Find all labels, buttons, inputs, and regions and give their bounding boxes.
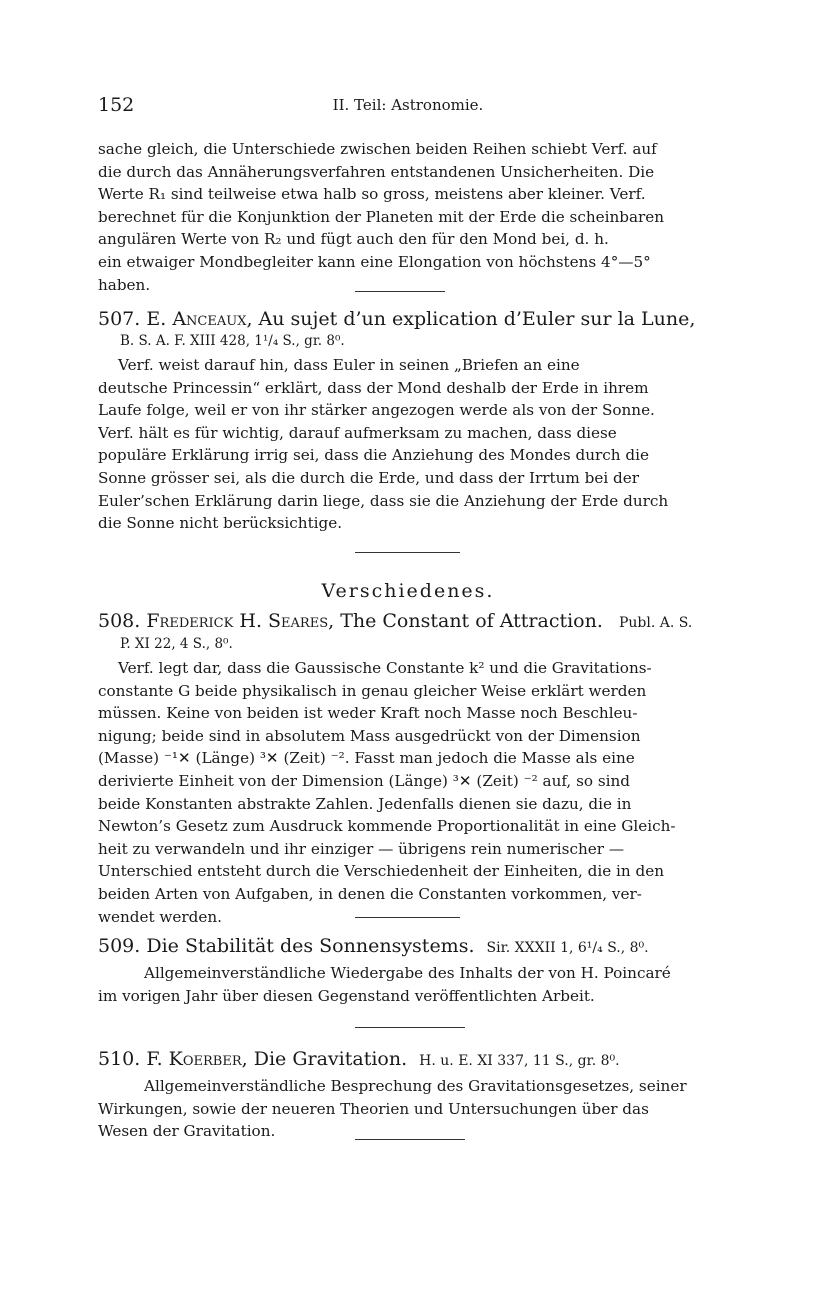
entry-510-abstract	[98, 1075, 718, 1143]
entry-title: Au sujet d’un explication d’Euler sur la Lune,	[258, 308, 696, 330]
entry-author: Koerber,	[168, 1048, 248, 1070]
separator-rule	[355, 1139, 465, 1140]
entry-author: Frederick	[146, 610, 234, 632]
text-line: Euler’schen Erklärung darin liege, dass sie die Anziehung der Erde durch	[98, 491, 669, 510]
text-line: die durch das Annäherungsverfahren entstandenen Unsicherheiten. Die	[98, 162, 655, 181]
text-line: Unterschied entsteht durch die Verschiedenheit der Einheiten, die in den	[98, 862, 664, 881]
separator-rule	[355, 291, 445, 292]
text-line: die Sonne nicht berücksichtige.	[98, 514, 343, 533]
text-line: wendet werden.	[98, 907, 222, 926]
running-head: II. Teil: Astronomie.	[332, 96, 484, 114]
entry-author-initial: E.	[146, 308, 167, 330]
entry-509-abstract	[98, 962, 718, 1007]
entry-author-initial: F.	[146, 1048, 163, 1070]
text-line: constante G beide physikalisch in genau gleicher Weise erklärt werden	[98, 681, 647, 700]
text-line: deutsche Princessin“ erklärt, dass der Mond deshalb der Erde in ihrem	[98, 378, 649, 397]
entry-509-heading	[98, 935, 718, 957]
separator-rule	[355, 552, 460, 553]
page-header	[98, 94, 718, 118]
text-line: heit zu verwandeln und ihr einziger — übrigens rein numerischer —	[98, 839, 625, 858]
text-line: müssen. Keine von beiden ist weder Kraft noch Masse noch Beschleu-	[98, 704, 638, 723]
entry-510-heading	[98, 1048, 718, 1070]
text-line: Verf. weist darauf hin, dass Euler in seinen „Briefen an eine	[118, 356, 580, 374]
text-line: nigung; beide sind in absolutem Mass ausgedrückt von der Dimension	[98, 726, 641, 745]
intro-paragraph	[98, 138, 718, 296]
entry-508-reference: P. XI 22, 4 S., 8⁰.	[120, 636, 233, 652]
entry-reference: H. u. E. XI 337, 11 S., gr. 8⁰.	[419, 1053, 620, 1069]
text-line: Werte R₁ sind teilweise etwa halb so gross, meistens aber kleiner. Verf.	[98, 185, 646, 204]
text-line: Verf. legt dar, dass die Gaussische Constante k² und die Gravitations-	[118, 659, 652, 677]
entry-title: Die Gravitation.	[253, 1048, 408, 1070]
entry-number: 510.	[98, 1048, 141, 1070]
text-line: haben.	[98, 275, 151, 294]
text-line: Allgemeinverständliche Besprechung des Gravitationsgesetzes, seiner	[144, 1077, 687, 1095]
entry-507-abstract	[98, 354, 718, 535]
text-line: Laufe folge, weil er von ihr stärker angezogen werde als von der Sonne.	[98, 401, 655, 420]
entry-507-heading	[98, 308, 718, 330]
entry-author-initial: H.	[239, 610, 262, 632]
page-number: 152	[98, 94, 135, 116]
entry-reference: Publ. A. S.	[618, 615, 693, 631]
entry-number: 507.	[98, 308, 141, 330]
entry-title: Die Stabilität des Sonnensystems.	[146, 935, 475, 957]
entry-reference: Sir. XXXII 1, 6¹/₄ S., 8⁰.	[486, 940, 649, 956]
text-line: sache gleich, die Unterschiede zwischen beiden Reihen schiebt Verf. auf	[98, 140, 657, 158]
text-line: Wesen der Gravitation.	[98, 1122, 276, 1141]
entry-508-abstract	[98, 657, 718, 928]
entry-number: 508.	[98, 610, 141, 632]
text-line: populäre Erklärung irrig sei, dass die Anziehung des Mondes durch die	[98, 446, 649, 465]
text-line: ein etwaiger Mondbegleiter kann eine Elongation von höchstens 4°—5°	[98, 252, 651, 271]
entry-508-heading	[98, 610, 718, 632]
text-line: Verf. hält es für wichtig, darauf aufmerksam zu machen, dass diese	[98, 423, 617, 442]
text-line: Newton’s Gesetz zum Ausdruck kommende Proportionalität in eine Gleich-	[98, 817, 676, 836]
text-line: Sonne grösser sei, als die durch die Erde, und dass der Irrtum bei der	[98, 468, 640, 487]
text-line: im vorigen Jahr über diesen Gegenstand veröffentlichten Arbeit.	[98, 986, 595, 1005]
separator-rule	[355, 917, 460, 918]
text-line: derivierte Einheit von der Dimension (Länge) ³✕ (Zeit) ⁻² auf, so sind	[98, 771, 631, 790]
entry-title: The Constant of Attraction.	[340, 610, 603, 632]
entry-number: 509.	[98, 935, 141, 957]
separator-rule	[355, 1027, 465, 1028]
entry-author: Seares,	[268, 610, 335, 632]
text-line: (Masse) ⁻¹✕ (Länge) ³✕ (Zeit) ⁻². Fasst man jedoch die Masse als eine	[98, 749, 635, 768]
text-line: berechnet für die Konjunktion der Planeten mit der Erde die scheinbaren	[98, 207, 665, 226]
text-line: beide Konstanten abstrakte Zahlen. Jedenfalls dienen sie dazu, die in	[98, 794, 632, 813]
text-line: Allgemeinverständliche Wiedergabe des Inhalts der von H. Poincaré	[144, 964, 671, 982]
section-title: Verschiedenes.	[321, 580, 495, 602]
text-line: beiden Arten von Aufgaben, in denen die Constanten vorkommen, ver-	[98, 884, 642, 903]
entry-author: Anceaux,	[172, 308, 253, 330]
text-line: angulären Werte von R₂ und fügt auch den für den Mond bei, d. h.	[98, 230, 609, 249]
entry-507-reference: B. S. A. F. XIII 428, 1¹/₄ S., gr. 8⁰.	[120, 333, 345, 349]
text-line: Wirkungen, sowie der neueren Theorien und Untersuchungen über das	[98, 1099, 649, 1118]
